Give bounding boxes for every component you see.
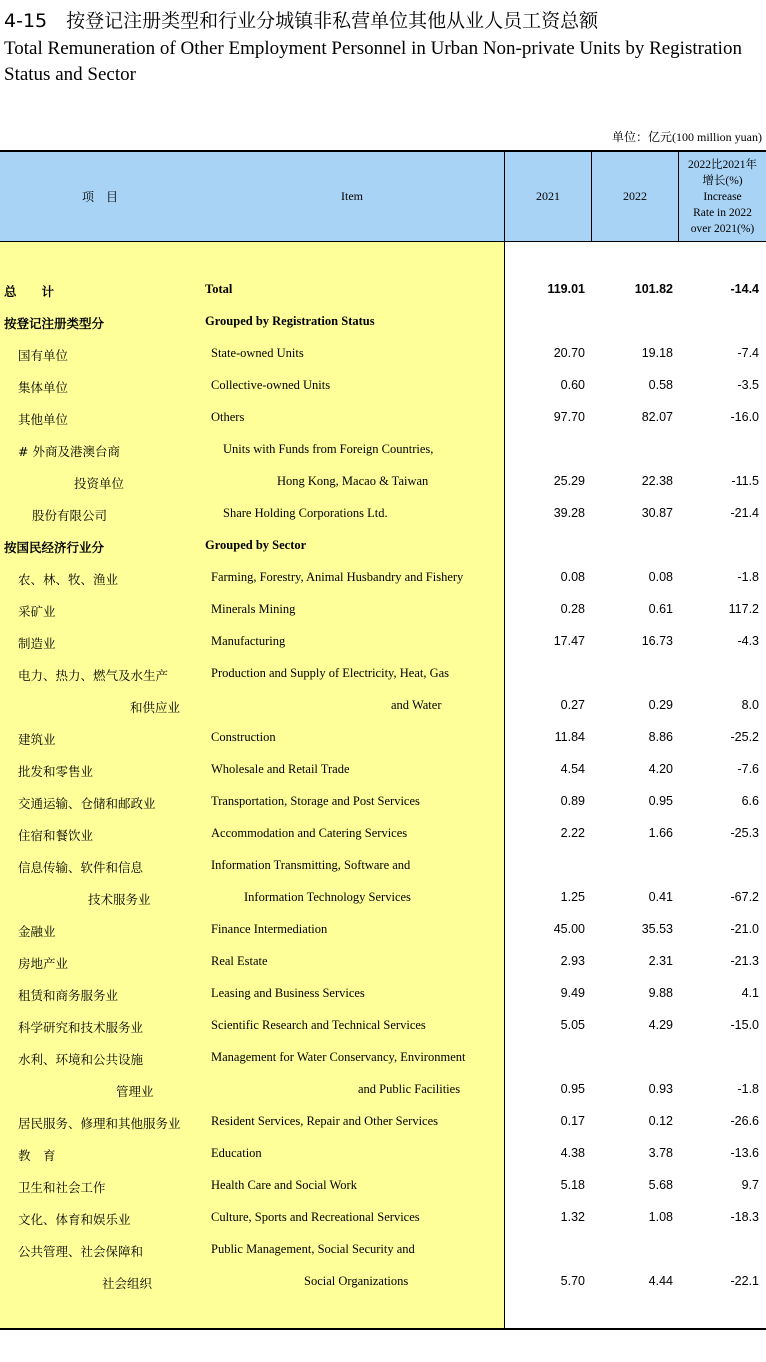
row-label-en: Real Estate [211, 954, 268, 968]
growth-rate: 9.7 [741, 1178, 759, 1192]
row-label-en: Collective-owned Units [211, 378, 331, 392]
value-2022: 35.53 [641, 922, 673, 936]
growth-rate: -67.2 [730, 890, 759, 904]
table-row [0, 1106, 766, 1138]
header-rate-line: Rate in 2022 [693, 206, 752, 219]
row-label-en: Hong Kong, Macao & Taiwan [277, 474, 429, 488]
row-label-cn: 技术服务业 [88, 892, 151, 907]
table-row [0, 498, 766, 530]
row-label-cn: 金融业 [18, 924, 56, 939]
row-label-en: Scientific Research and Technical Services [211, 1018, 426, 1032]
table-row [0, 850, 766, 882]
bottom-rule [0, 1328, 766, 1330]
growth-rate: -25.2 [730, 730, 759, 744]
value-2021: 4.54 [560, 762, 585, 776]
table-row [0, 1042, 766, 1074]
value-2022: 16.73 [641, 634, 673, 648]
row-label-en: Production and Supply of Electricity, Heat, Gas [211, 666, 450, 680]
row-label-en: Health Care and Social Work [211, 1178, 357, 1192]
value-2021: 4.38 [560, 1146, 585, 1160]
header-bottom-rule [0, 241, 766, 242]
value-2021: 17.47 [553, 634, 585, 648]
row-label-cn: 公共管理、社会保障和 [18, 1244, 144, 1259]
value-2022: 19.18 [641, 346, 673, 360]
row-label-en: Transportation, Storage and Post Services [211, 794, 420, 808]
table-row [0, 882, 766, 914]
value-2021: 0.08 [560, 570, 585, 584]
row-label-cn: 股份有限公司 [32, 508, 108, 523]
table-row [0, 626, 766, 658]
row-label-cn: 农、林、牧、渔业 [18, 572, 119, 587]
value-2021: 5.05 [560, 1018, 585, 1032]
row-label-en: Share Holding Corporations Ltd. [223, 506, 388, 520]
row-label-en: Others [211, 410, 245, 424]
value-2022: 0.95 [648, 794, 673, 808]
growth-rate: 6.6 [741, 794, 759, 808]
growth-rate: -7.6 [737, 762, 759, 776]
row-label-cn: 居民服务、修理和其他服务业 [18, 1116, 181, 1131]
row-label-cn: 国有单位 [18, 348, 69, 363]
growth-rate: 8.0 [741, 698, 759, 712]
row-label-en: Public Management, Social Security and [211, 1242, 415, 1256]
value-2021: 11.84 [554, 730, 585, 744]
value-2021: 97.70 [553, 410, 585, 424]
row-label-en: Farming, Forestry, Animal Husbandry and Fishery [211, 570, 464, 584]
value-2021: 39.28 [553, 506, 585, 520]
value-2021: 1.32 [560, 1210, 585, 1224]
value-2021: 25.29 [553, 474, 585, 488]
growth-rate: -1.8 [737, 1082, 759, 1096]
table-row [0, 978, 766, 1010]
row-label-en: and Water [391, 698, 442, 712]
growth-rate: -25.3 [730, 826, 759, 840]
row-label-cn: 采矿业 [18, 604, 56, 619]
row-label-cn: 按登记注册类型分 [4, 316, 105, 331]
value-2021: 0.95 [560, 1082, 585, 1096]
value-2022: 1.66 [648, 826, 673, 840]
value-2021: 0.60 [560, 378, 585, 392]
table-row [0, 1074, 766, 1106]
growth-rate: -21.4 [730, 506, 759, 520]
growth-rate: -21.3 [730, 954, 759, 968]
growth-rate: -18.3 [730, 1210, 759, 1224]
row-label-cn: 管理业 [116, 1084, 154, 1099]
row-label-cn: 投资单位 [74, 476, 125, 491]
table-row [0, 1202, 766, 1234]
header-year-2022: 2022 [623, 189, 647, 203]
growth-rate: -3.5 [737, 378, 759, 392]
row-label-en: Grouped by Sector [205, 538, 307, 552]
row-label-en: Information Transmitting, Software and [211, 858, 411, 872]
table-row [0, 754, 766, 786]
value-2021: 2.93 [560, 954, 585, 968]
row-label-en: and Public Facilities [358, 1082, 461, 1096]
row-label-en: Education [211, 1146, 262, 1160]
row-label-cn: 按国民经济行业分 [4, 540, 105, 555]
value-2021: 0.17 [560, 1114, 585, 1128]
header-item-cn: 项 目 [81, 190, 118, 204]
row-label-cn: 交通运输、仓储和邮政业 [18, 796, 156, 811]
growth-rate: -21.0 [730, 922, 759, 936]
row-label-cn: 社会组织 [102, 1276, 153, 1291]
row-label-en: Minerals Mining [211, 602, 296, 616]
table-row [0, 1138, 766, 1170]
row-label-en: Accommodation and Catering Services [211, 826, 408, 840]
row-label-cn: 电力、热力、燃气及水生产 [18, 668, 169, 683]
value-2021: 5.18 [560, 1178, 585, 1192]
row-label-cn: 建筑业 [18, 732, 56, 747]
growth-rate: -13.6 [730, 1146, 759, 1160]
column-divider [678, 152, 679, 241]
row-label-en: Construction [211, 730, 276, 744]
value-2021: 9.49 [560, 986, 585, 1000]
value-2022: 0.58 [648, 378, 673, 392]
row-label-cn: 和供应业 [130, 700, 181, 715]
row-label-cn: 信息传输、软件和信息 [18, 860, 144, 875]
row-label-cn: 租赁和商务服务业 [18, 988, 119, 1003]
row-label-en: Grouped by Registration Status [205, 314, 375, 328]
value-2022: 4.20 [648, 762, 673, 776]
table-row [0, 370, 766, 402]
header-rate-line: over 2021(%) [690, 222, 755, 235]
value-2021: 1.25 [560, 890, 585, 904]
table-row [0, 786, 766, 818]
value-2022: 1.08 [648, 1210, 673, 1224]
table-row [0, 658, 766, 690]
value-2022: 3.78 [648, 1146, 673, 1160]
value-2021: 20.70 [553, 346, 585, 360]
row-label-en: State-owned Units [211, 346, 304, 360]
table-row [0, 946, 766, 978]
row-label-cn: 房地产业 [18, 956, 69, 971]
row-label-cn: 其他单位 [18, 412, 69, 427]
value-2021: 45.00 [553, 922, 585, 936]
value-2022: 0.41 [648, 890, 673, 904]
value-2022: 2.31 [648, 954, 673, 968]
growth-rate: -22.1 [730, 1274, 759, 1288]
growth-rate: -15.0 [730, 1018, 759, 1032]
row-label-cn: 水利、环境和公共设施 [18, 1052, 144, 1067]
table-row [0, 434, 766, 466]
row-label-cn: 卫生和社会工作 [18, 1180, 106, 1195]
row-label-en: Resident Services, Repair and Other Services [211, 1114, 439, 1128]
value-2022: 4.44 [648, 1274, 673, 1288]
growth-rate: -11.5 [731, 474, 759, 488]
table-row [0, 338, 766, 370]
row-label-cn: 文化、体育和娱乐业 [18, 1212, 131, 1227]
table-title-english: Total Remuneration of Other Employment Personnel in Urban Non-private Units by Registration Status and Sector [4, 38, 742, 85]
row-label-en: Culture, Sports and Recreational Services [211, 1210, 420, 1224]
header-growth-rate [679, 152, 766, 241]
growth-rate: -4.3 [737, 634, 759, 648]
value-2022: 0.08 [648, 570, 673, 584]
table-row [0, 402, 766, 434]
table-row [0, 530, 766, 562]
value-2022: 0.29 [648, 698, 673, 712]
growth-rate: -14.4 [730, 282, 759, 296]
header-item-en: Item [341, 189, 363, 203]
growth-rate: -1.8 [737, 570, 759, 584]
row-label-en: Total [205, 282, 233, 296]
row-label-cn: 批发和零售业 [18, 764, 94, 779]
value-2022: 9.88 [648, 986, 673, 1000]
value-2022: 82.07 [641, 410, 673, 424]
row-label-cn: 集体单位 [18, 380, 69, 395]
header-rate-line: Increase [703, 190, 742, 203]
value-2021: 0.28 [560, 602, 585, 616]
row-label-cn: 教 育 [18, 1148, 56, 1163]
value-2021: 0.89 [560, 794, 585, 808]
table-row [0, 274, 766, 306]
row-label-en: Wholesale and Retail Trade [211, 762, 350, 776]
value-2022: 0.93 [648, 1082, 673, 1096]
header-rate-line: 2022比2021年 [688, 158, 757, 171]
row-label-en: Manufacturing [211, 634, 286, 648]
table-row [0, 466, 766, 498]
row-label-cn: 制造业 [18, 636, 56, 651]
row-label-cn: 科学研究和技术服务业 [18, 1020, 144, 1035]
value-2022: 0.61 [648, 602, 673, 616]
row-label-cn: 总 计 [4, 284, 55, 299]
growth-rate: 4.1 [741, 986, 759, 1000]
table-row [0, 1170, 766, 1202]
row-label-cn: 住宿和餐饮业 [18, 828, 94, 843]
growth-rate: -16.0 [730, 410, 759, 424]
growth-rate: -7.4 [737, 346, 759, 360]
header-rate-line: 增长(%) [702, 174, 743, 187]
unit-label: 单位：亿元(100 million yuan) [612, 130, 762, 144]
value-2021: 5.70 [560, 1274, 585, 1288]
value-2021: 0.27 [560, 698, 585, 712]
value-2022: 22.38 [641, 474, 673, 488]
table-row [0, 306, 766, 338]
table-row [0, 818, 766, 850]
table-row [0, 562, 766, 594]
value-2022: 0.12 [648, 1114, 673, 1128]
growth-rate: -26.6 [730, 1114, 759, 1128]
growth-rate: 117.2 [728, 602, 759, 616]
value-2021: 2.22 [560, 826, 585, 840]
table-title-chinese: 4-15 按登记注册类型和行业分城镇非私营单位其他从业人员工资总额 [4, 10, 599, 32]
row-label-en: Social Organizations [304, 1274, 409, 1288]
row-label-cn: # 外商及港澳台商 [18, 444, 120, 459]
value-2022: 8.86 [648, 730, 673, 744]
row-label-en: Finance Intermediation [211, 922, 328, 936]
table-row [0, 1266, 766, 1298]
table-row [0, 722, 766, 754]
value-2022: 4.29 [648, 1018, 673, 1032]
table-row [0, 594, 766, 626]
row-label-en: Units with Funds from Foreign Countries, [223, 442, 434, 456]
table-row [0, 914, 766, 946]
row-label-en: Management for Water Conservancy, Environment [211, 1050, 466, 1064]
table-row [0, 1010, 766, 1042]
table-row [0, 1234, 766, 1266]
value-2022: 30.87 [641, 506, 673, 520]
header-year-2021: 2021 [536, 189, 560, 203]
row-label-en: Leasing and Business Services [211, 986, 365, 1000]
table-row [0, 690, 766, 722]
row-label-en: Information Technology Services [244, 890, 411, 904]
value-2021: 119.01 [547, 282, 585, 296]
value-2022: 101.82 [634, 282, 673, 296]
column-divider [591, 152, 592, 241]
value-2022: 5.68 [648, 1178, 673, 1192]
